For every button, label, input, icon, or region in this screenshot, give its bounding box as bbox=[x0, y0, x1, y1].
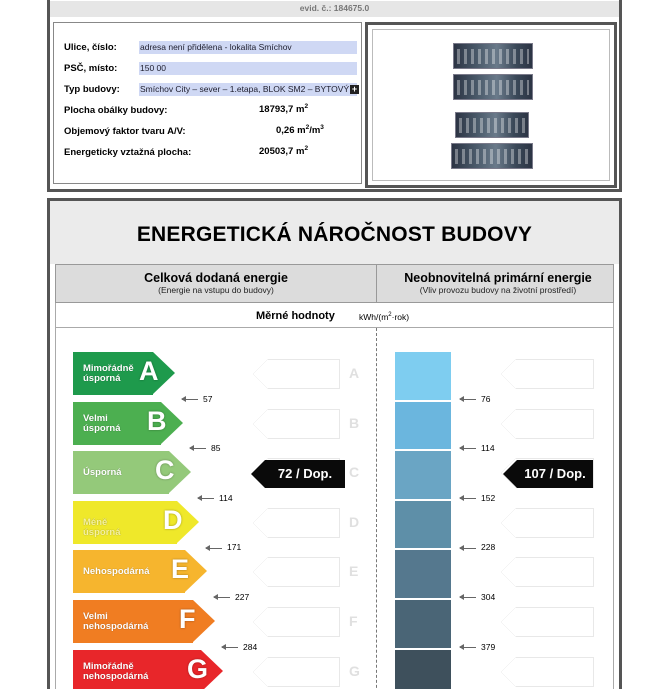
class-letter: E bbox=[171, 554, 190, 585]
class-letter: A bbox=[139, 356, 159, 386]
class-arrow-tip bbox=[193, 600, 215, 642]
class-label: Méně úsporná bbox=[83, 516, 121, 538]
street-label: Ulice, číslo: bbox=[64, 42, 117, 53]
frame-right bbox=[613, 328, 614, 689]
units-value: kWh/$(m^2\cdot rok)$ bbox=[359, 312, 410, 322]
boundary-tick bbox=[460, 542, 495, 552]
class-label: Velmi úsporná bbox=[83, 412, 121, 434]
col2-title: Neobnovitelná primární energie bbox=[404, 271, 592, 285]
shape-factor-label: Objemový faktor tvaru A/V: bbox=[64, 126, 186, 137]
class-placeholder-letter: G bbox=[349, 662, 360, 679]
tick-arrow-icon bbox=[182, 399, 198, 400]
primary-energy-bar-b bbox=[395, 402, 451, 450]
column-headers bbox=[55, 264, 614, 303]
class-letter: C bbox=[155, 455, 175, 486]
delivered-energy-indicator: 72 / Dop. bbox=[265, 460, 345, 488]
tick-arrow-icon bbox=[206, 548, 222, 549]
class-placeholder bbox=[268, 359, 340, 389]
tick-arrow-icon bbox=[460, 448, 476, 449]
tick-value: 114 bbox=[481, 443, 495, 454]
col2-subtitle: (Vliv provozu budovy na životní prostředí) bbox=[419, 285, 577, 295]
class-label: Úsporná bbox=[83, 467, 122, 479]
class-letter: B bbox=[147, 405, 167, 436]
tick-value: 171 bbox=[227, 542, 242, 553]
class-placeholder bbox=[516, 607, 594, 637]
class-placeholder bbox=[268, 557, 340, 587]
tick-arrow-icon bbox=[460, 597, 476, 598]
class-label: Mimořádně nehospodárná bbox=[83, 660, 149, 682]
col1-title: Celková dodaná energie bbox=[144, 271, 288, 285]
tick-arrow-icon bbox=[460, 498, 476, 499]
tick-arrow-icon bbox=[222, 647, 238, 648]
primary-energy-bar-g bbox=[395, 650, 451, 689]
class-label: Mimořádně úsporná bbox=[83, 363, 134, 384]
class-placeholder bbox=[268, 657, 340, 687]
class-placeholder bbox=[516, 657, 594, 687]
street-value: adresa není přidělena - lokalita Smíchov bbox=[139, 41, 357, 54]
boundary-tick bbox=[460, 642, 495, 652]
units-title: Měrné hodnoty bbox=[256, 310, 335, 322]
class-placeholder-letter: D bbox=[349, 513, 360, 530]
class-placeholder-letter: E bbox=[349, 563, 359, 580]
psc-label: PSČ, místo: bbox=[64, 63, 118, 74]
tick-value: 57 bbox=[203, 393, 213, 404]
col1-subtitle: (Energie na vstupu do budovy) bbox=[158, 285, 274, 295]
column-header-delivered bbox=[56, 271, 376, 295]
class-placeholder-letter: A bbox=[349, 365, 360, 381]
column-header-primary bbox=[377, 271, 619, 295]
class-placeholder bbox=[268, 409, 340, 439]
tick-value: 228 bbox=[481, 542, 496, 553]
building-image-frame bbox=[365, 22, 617, 188]
boundary-tick bbox=[182, 394, 212, 404]
title-band bbox=[50, 201, 619, 264]
boundary-tick bbox=[460, 592, 495, 602]
building-info-box bbox=[53, 22, 362, 184]
boundary-tick bbox=[460, 443, 495, 453]
tick-value: 76 bbox=[481, 393, 491, 404]
class-letter: D bbox=[163, 504, 183, 535]
primary-energy-bar-d bbox=[395, 501, 451, 549]
tick-arrow-icon bbox=[460, 647, 476, 648]
class-placeholder bbox=[516, 359, 594, 389]
tick-value: 152 bbox=[481, 492, 496, 503]
class-placeholder bbox=[516, 409, 594, 439]
tick-arrow-icon bbox=[460, 548, 476, 549]
tick-arrow-icon bbox=[460, 399, 476, 400]
dashed-divider bbox=[376, 328, 377, 689]
building-type-value: Smíchov City – sever – 1.etapa, BLOK SM2 – BYTOVÝ bbox=[139, 83, 357, 96]
tick-value: 227 bbox=[235, 592, 250, 602]
building-thumbnail bbox=[451, 143, 533, 169]
tick-value: 304 bbox=[481, 592, 496, 602]
primary-energy-bar-a bbox=[395, 352, 451, 400]
building-thumbnail bbox=[453, 43, 533, 69]
primary-energy-bar-c bbox=[395, 451, 451, 499]
boundary-tick bbox=[206, 542, 241, 552]
tick-value: 114 bbox=[219, 492, 233, 503]
shape-factor-value: 0,26 $m^2/m^3$ bbox=[276, 124, 324, 137]
class-placeholder bbox=[516, 557, 594, 587]
building-info-card bbox=[47, 0, 622, 192]
building-photos-image bbox=[372, 29, 610, 181]
tick-value: 284 bbox=[243, 641, 258, 652]
building-type-label: Typ budovy: bbox=[64, 84, 120, 95]
boundary-tick bbox=[214, 592, 249, 602]
primary-energy-indicator: 107 / Dop. bbox=[517, 460, 593, 488]
class-placeholder bbox=[516, 508, 594, 538]
tick-arrow-icon bbox=[190, 448, 206, 449]
energy-area-label: Energeticky vztažná plocha: bbox=[64, 147, 192, 158]
energy-rating-card bbox=[47, 198, 622, 689]
tick-arrow-icon bbox=[214, 597, 230, 598]
evidence-number: evid. č.: 184675.0 bbox=[50, 1, 619, 17]
class-label: Nehospodárná bbox=[83, 566, 150, 578]
psc-value: 150 00 bbox=[139, 62, 357, 75]
boundary-tick bbox=[222, 642, 257, 652]
class-placeholder bbox=[268, 607, 340, 637]
expand-plus-icon[interactable]: + bbox=[351, 84, 358, 94]
units-row bbox=[55, 303, 614, 328]
boundary-tick bbox=[198, 493, 233, 503]
tick-value: 85 bbox=[211, 443, 221, 454]
primary-energy-bar-f bbox=[395, 600, 451, 648]
building-thumbnail bbox=[455, 112, 529, 138]
tick-value: 379 bbox=[481, 641, 496, 652]
class-placeholder-letter: C bbox=[349, 464, 360, 481]
frame-left bbox=[55, 328, 56, 689]
class-placeholder-letter: B bbox=[349, 414, 360, 431]
class-letter: G bbox=[187, 653, 209, 684]
envelope-area-label: Plocha obálky budovy: bbox=[64, 105, 168, 116]
boundary-tick bbox=[460, 394, 490, 404]
energy-area-value: 20503,7 $m^2$ bbox=[259, 145, 309, 158]
boundary-tick bbox=[190, 443, 220, 453]
class-label: Velmi nehospodárná bbox=[83, 611, 149, 632]
class-letter: F bbox=[179, 604, 196, 634]
boundary-tick bbox=[460, 493, 495, 503]
page-title: ENERGETICKÁ NÁROČNOST BUDOVY bbox=[136, 223, 533, 246]
envelope-area-value: 18793,7 $m^2$ bbox=[259, 103, 309, 116]
tick-arrow-icon bbox=[198, 498, 214, 499]
building-thumbnail bbox=[453, 74, 533, 100]
class-placeholder bbox=[268, 508, 340, 538]
primary-energy-bar-e bbox=[395, 550, 451, 598]
class-placeholder-letter: F bbox=[349, 613, 358, 629]
